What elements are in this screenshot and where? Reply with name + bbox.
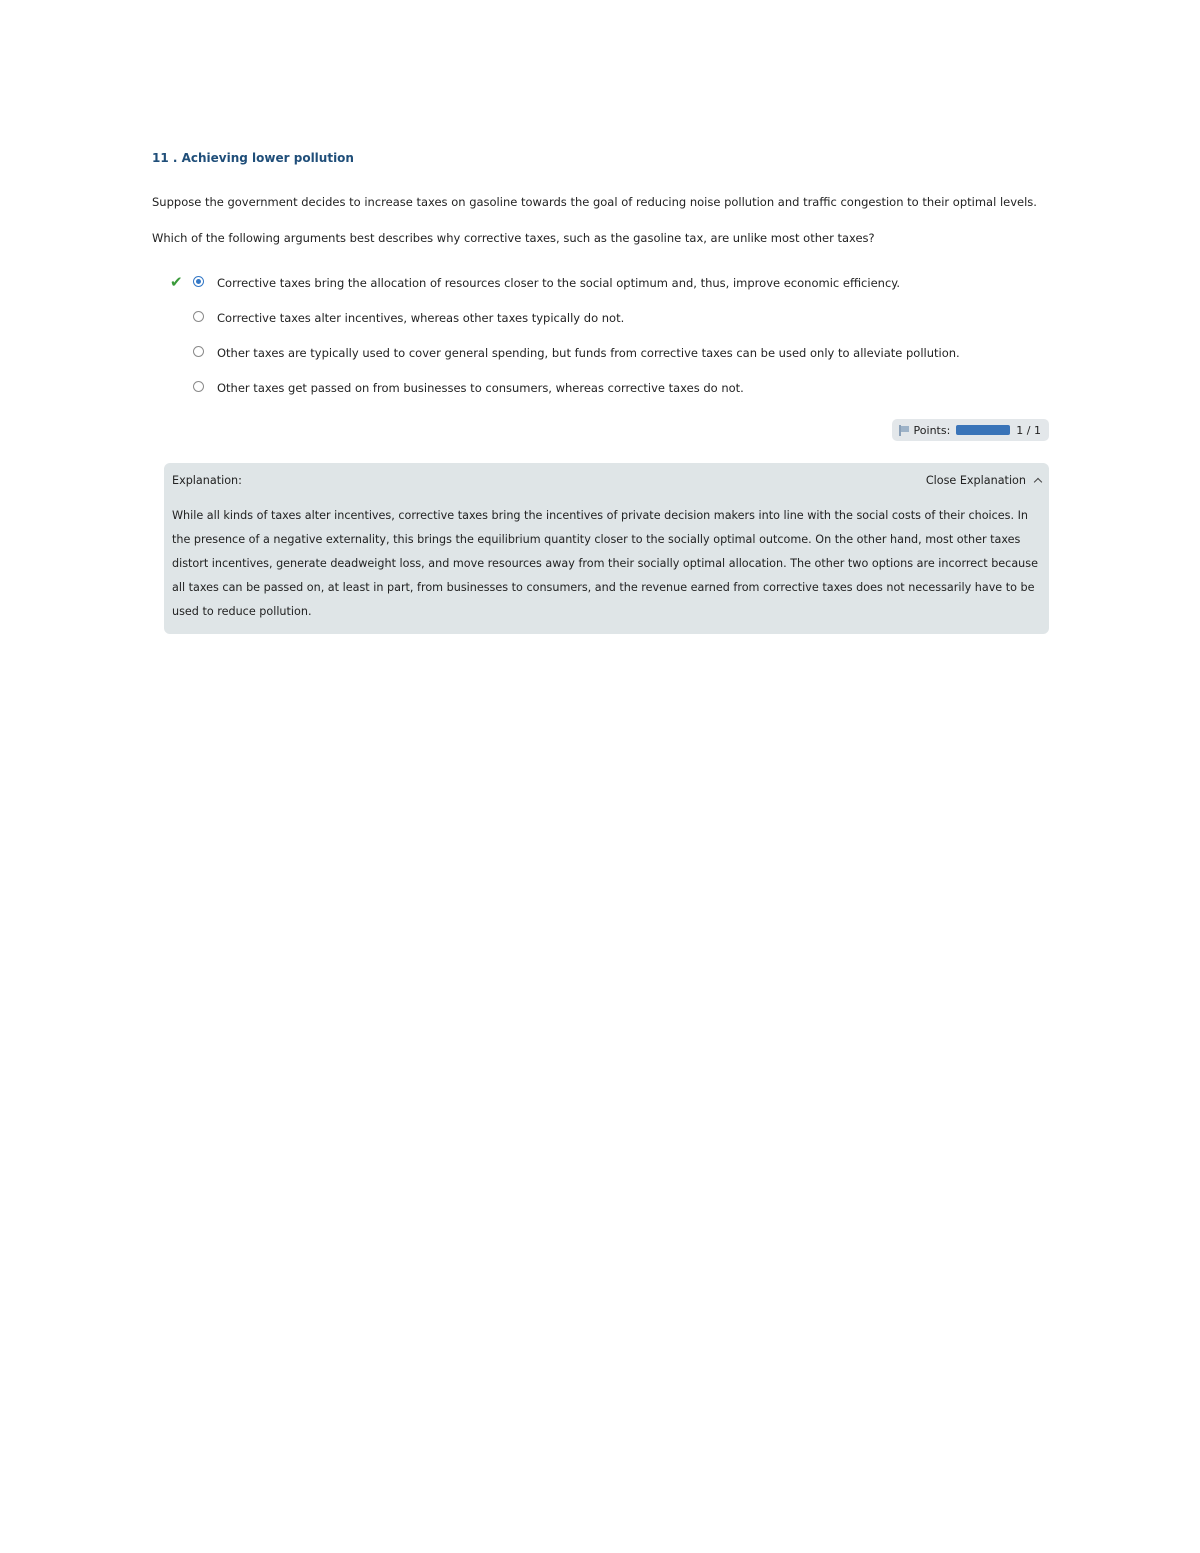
points-badge xyxy=(892,419,1049,441)
close-explanation-label: Close Explanation xyxy=(925,473,1026,487)
points-progress-bar xyxy=(956,425,1010,435)
question-context: Suppose the government decides to increase taxes on gasoline towards the goal of reducing noise pollution and traffic congestion to their optimal levels. xyxy=(152,195,1037,209)
radio-button-selected[interactable] xyxy=(193,276,204,287)
points-label: Points: xyxy=(913,423,951,437)
answer-option-3[interactable] xyxy=(152,335,1049,370)
explanation-heading: Explanation: xyxy=(172,473,242,487)
answer-option-label: Other taxes are typically used to cover general spending, but funds from corrective taxes can be used only to alleviate pollution. xyxy=(217,345,960,360)
flag-icon[interactable] xyxy=(899,425,909,435)
explanation-header xyxy=(172,472,1041,488)
question-container xyxy=(152,148,1049,634)
answer-options xyxy=(152,265,1049,405)
explanation-panel xyxy=(164,463,1049,634)
chevron-up-icon xyxy=(1034,478,1042,486)
question-title: 11 . Achieving lower pollution xyxy=(152,151,354,165)
points-row xyxy=(152,419,1049,441)
points-score: 1 / 1 xyxy=(1016,423,1041,437)
answer-option-label: Other taxes get passed on from businesses to consumers, whereas corrective taxes do not. xyxy=(217,380,744,395)
checkmark-icon: ✔ xyxy=(170,272,183,291)
answer-option-label: Corrective taxes alter incentives, whereas other taxes typically do not. xyxy=(217,310,625,325)
radio-button[interactable] xyxy=(193,346,204,357)
answer-option-4[interactable] xyxy=(152,370,1049,405)
answer-option-2[interactable] xyxy=(152,300,1049,335)
answer-option-label: Corrective taxes bring the allocation of resources closer to the social optimum and, thus, improve economic efficiency. xyxy=(217,275,901,290)
points-progress-fill xyxy=(956,425,1010,435)
explanation-text: While all kinds of taxes alter incentives, corrective taxes bring the incentives of private decision makers into line with the social costs of their choices. In the presence of a negative externality, this brings the equilibrium quantity closer to the socially optimal outcome. On the other hand, most other taxes distort incentives, generate deadweight loss, and move resources away from their socially optimal allocation. The other two options are incorrect because all taxes can be passed on, at least in part, from businesses to consumers, and the revenue earned from corrective taxes does not necessarily have to be used to reduce pollution. xyxy=(172,509,1038,618)
question-prompt: Which of the following arguments best describes why corrective taxes, such as the gasoline tax, are unlike most other taxes? xyxy=(152,231,875,245)
close-explanation-button[interactable] xyxy=(926,474,1041,487)
radio-button[interactable] xyxy=(193,311,204,322)
radio-button[interactable] xyxy=(193,381,204,392)
answer-option-1[interactable] xyxy=(152,265,1049,300)
